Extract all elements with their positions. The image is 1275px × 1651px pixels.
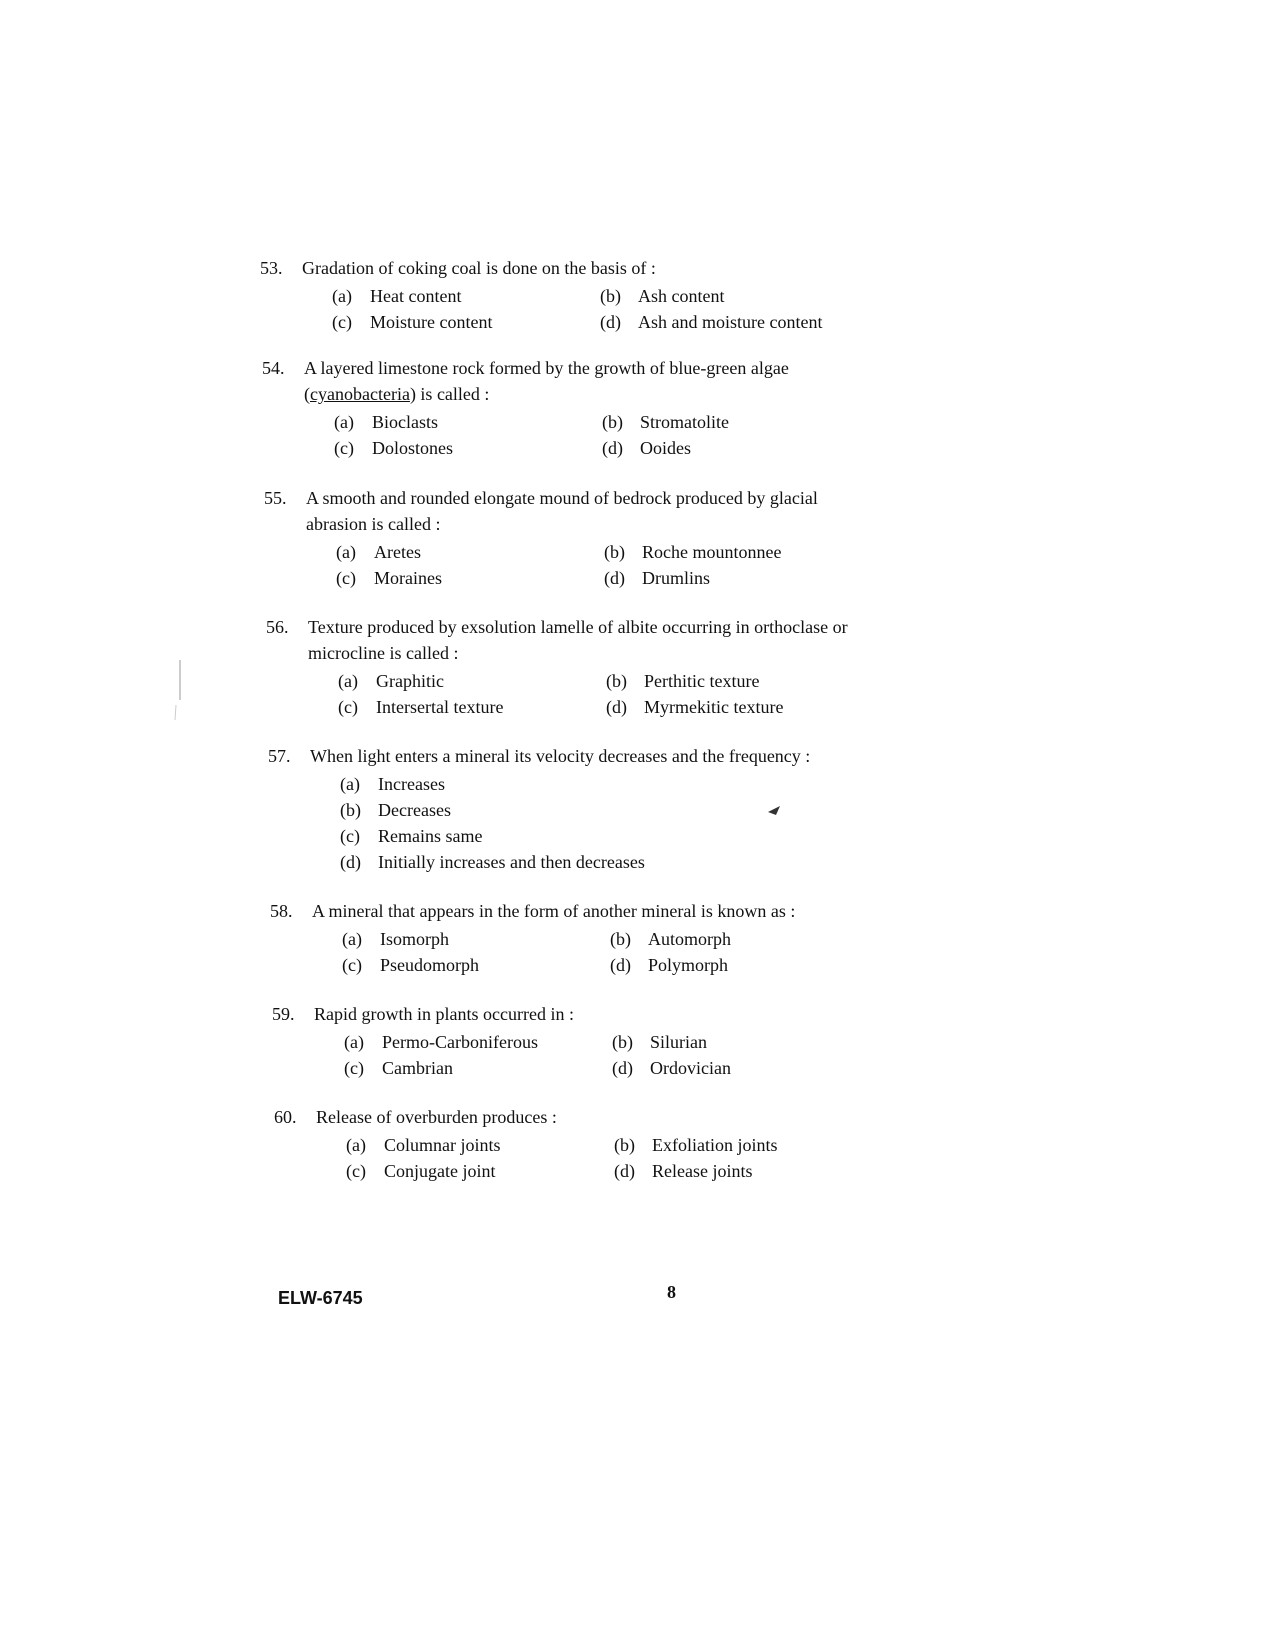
question-number: 58.: [270, 901, 293, 921]
option-label: (d): [612, 1058, 633, 1078]
options-grid: [346, 1132, 876, 1184]
option-label: (b): [600, 286, 621, 306]
option-text: Cambrian: [382, 1058, 453, 1078]
option-d: [604, 565, 864, 591]
option-text: Moraines: [374, 568, 442, 588]
option-text: Bioclasts: [372, 412, 438, 432]
options-grid: [344, 1029, 874, 1081]
question-number: 57.: [268, 746, 291, 766]
option-d: [600, 309, 860, 335]
question-stem: [264, 485, 866, 537]
option-c: [340, 823, 760, 849]
option-label: (d): [604, 568, 625, 588]
question-stem: [266, 614, 868, 666]
option-text: Remains same: [378, 826, 483, 846]
option-a: [340, 771, 760, 797]
option-text: Isomorph: [380, 929, 449, 949]
option-a: [346, 1132, 614, 1158]
question-text: A smooth and rounded elongate mound of bedrock produced by glacial abrasion is called :: [306, 488, 818, 534]
question-stem: [274, 1104, 876, 1130]
option-a: [336, 539, 604, 565]
option-label: (a): [332, 286, 352, 306]
question-text-part: A layered limestone rock formed by the growth of blue-green algae (: [304, 358, 789, 404]
question-text: Release of overburden produces :: [316, 1107, 557, 1127]
option-label: (b): [604, 542, 625, 562]
option-text: Conjugate joint: [384, 1161, 496, 1181]
question-stem: [270, 898, 872, 924]
option-text: Perthitic texture: [644, 671, 760, 691]
option-label: (a): [340, 774, 360, 794]
option-d: [610, 952, 870, 978]
option-d: [606, 694, 866, 720]
option-label: (c): [340, 826, 360, 846]
question-text: A mineral that appears in the form of another mineral is known as :: [312, 901, 796, 921]
option-text: Permo-Carboniferous: [382, 1032, 538, 1052]
page-number: 8: [667, 1282, 676, 1302]
option-label: (b): [602, 412, 623, 432]
option-text: Heat content: [370, 286, 462, 306]
option-text: Aretes: [374, 542, 421, 562]
question-number: 56.: [266, 617, 289, 637]
option-c: [344, 1055, 612, 1081]
option-c: [334, 435, 602, 461]
option-a: [344, 1029, 612, 1055]
option-text: Automorph: [648, 929, 731, 949]
option-a: [338, 668, 606, 694]
question-stem: [260, 255, 862, 281]
option-label: (a): [338, 671, 358, 691]
option-label: (c): [336, 568, 356, 588]
question-number: 54.: [262, 358, 285, 378]
option-text: Polymorph: [648, 955, 729, 975]
option-b: [340, 797, 760, 823]
option-label: (d): [614, 1161, 635, 1181]
option-label: (c): [334, 438, 354, 458]
option-d: [612, 1055, 872, 1081]
question-56: [266, 614, 868, 720]
option-d: [614, 1158, 874, 1184]
option-label: (b): [614, 1135, 635, 1155]
option-label: (c): [342, 955, 362, 975]
option-b: [614, 1132, 874, 1158]
option-a: [332, 283, 600, 309]
option-c: [332, 309, 600, 335]
options-grid: [332, 283, 862, 335]
option-label: (d): [606, 697, 627, 717]
question-55: [264, 485, 866, 591]
option-text: Drumlins: [642, 568, 711, 588]
option-c: [346, 1158, 614, 1184]
question-53: [260, 255, 862, 335]
option-label: (c): [338, 697, 358, 717]
option-b: [606, 668, 866, 694]
option-text: Pseudomorph: [380, 955, 479, 975]
question-stem: [272, 1001, 874, 1027]
option-text: Ooides: [640, 438, 691, 458]
question-number: 59.: [272, 1004, 295, 1024]
question-text: [304, 355, 864, 407]
option-text: Moisture content: [370, 312, 493, 332]
option-label: (c): [346, 1161, 366, 1181]
question-text: Rapid growth in plants occurred in :: [314, 1004, 574, 1024]
option-text: Roche mountonnee: [642, 542, 782, 562]
option-label: (d): [340, 852, 361, 872]
option-label: (b): [612, 1032, 633, 1052]
option-label: (b): [610, 929, 631, 949]
option-label: (c): [344, 1058, 364, 1078]
option-text: Dolostones: [372, 438, 453, 458]
question-59: [272, 1001, 874, 1081]
option-label: (a): [334, 412, 354, 432]
option-text: Columnar joints: [384, 1135, 501, 1155]
option-text: Ash content: [638, 286, 725, 306]
question-text-part: ) is called :: [409, 384, 490, 404]
option-text: Exfoliation joints: [652, 1135, 778, 1155]
option-text: Myrmekitic texture: [644, 697, 784, 717]
option-b: [602, 409, 862, 435]
option-a: [342, 926, 610, 952]
question-number: 55.: [264, 488, 287, 508]
option-c: [342, 952, 610, 978]
question-60: [274, 1104, 876, 1184]
option-b: [612, 1029, 872, 1055]
option-label: (b): [606, 671, 627, 691]
option-text: Ordovician: [650, 1058, 731, 1078]
option-text: Silurian: [650, 1032, 707, 1052]
question-54: [262, 355, 864, 461]
document-code: ELW-6745: [278, 1288, 363, 1308]
option-text: Increases: [378, 774, 445, 794]
question-stem: [268, 743, 870, 769]
option-label: (d): [610, 955, 631, 975]
options-list: [340, 771, 870, 875]
question-57: [268, 743, 870, 875]
question-number: 53.: [260, 258, 283, 278]
options-grid: [342, 926, 872, 978]
options-grid: [334, 409, 864, 461]
option-label: (d): [602, 438, 623, 458]
option-text: Intersertal texture: [376, 697, 504, 717]
underlined-term: cyanobacteria: [310, 384, 410, 404]
option-d: [340, 849, 760, 875]
option-label: (b): [340, 800, 361, 820]
option-b: [604, 539, 864, 565]
question-text: Gradation of coking coal is done on the basis of :: [302, 258, 656, 278]
options-grid: [336, 539, 866, 591]
question-58: [270, 898, 872, 978]
option-b: [600, 283, 860, 309]
option-text: Release joints: [652, 1161, 753, 1181]
question-text: When light enters a mineral its velocity decreases and the frequency :: [310, 746, 811, 766]
question-stem: [262, 355, 864, 407]
option-label: (a): [344, 1032, 364, 1052]
option-label: (a): [336, 542, 356, 562]
option-d: [602, 435, 862, 461]
question-text: Texture produced by exsolution lamelle of albite occurring in orthoclase or microcline is called :: [308, 617, 848, 663]
question-number: 60.: [274, 1107, 297, 1127]
option-b: [610, 926, 870, 952]
option-c: [338, 694, 606, 720]
option-text: Decreases: [378, 800, 451, 820]
option-a: [334, 409, 602, 435]
option-label: (a): [346, 1135, 366, 1155]
option-text: Initially increases and then decreases: [378, 852, 645, 872]
option-label: (a): [342, 929, 362, 949]
option-text: Stromatolite: [640, 412, 729, 432]
option-c: [336, 565, 604, 591]
option-label: (c): [332, 312, 352, 332]
option-text: Ash and moisture content: [638, 312, 823, 332]
options-grid: [338, 668, 868, 720]
option-text: Graphitic: [376, 671, 444, 691]
option-label: (d): [600, 312, 621, 332]
